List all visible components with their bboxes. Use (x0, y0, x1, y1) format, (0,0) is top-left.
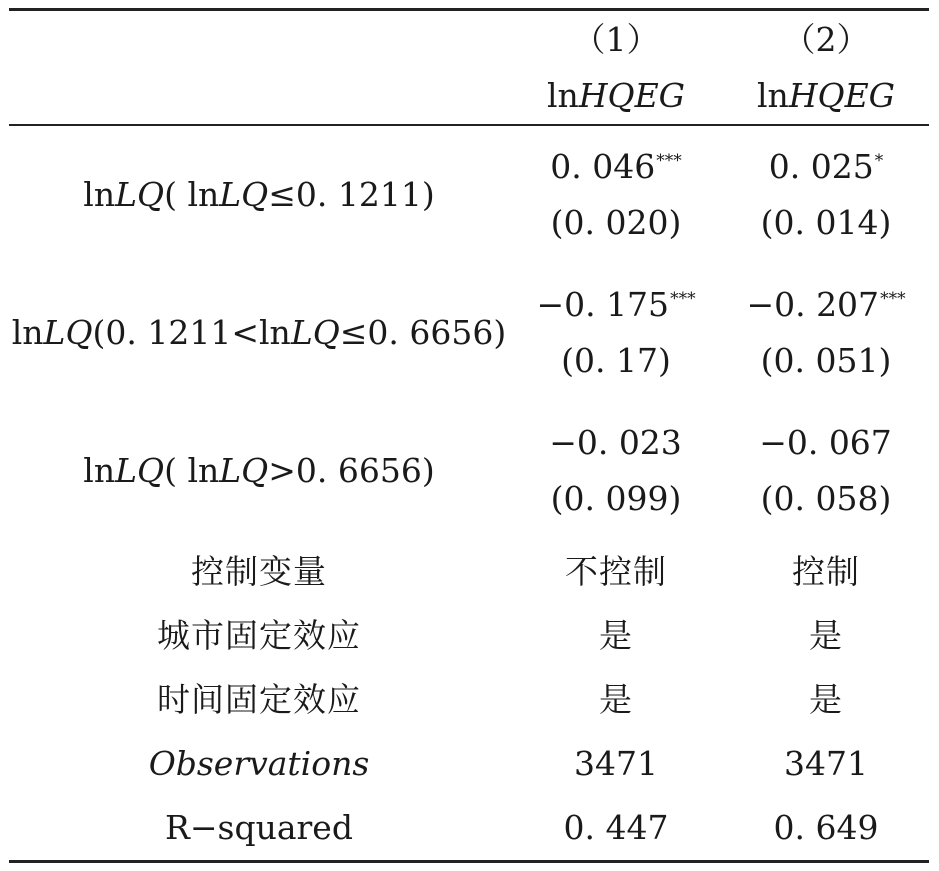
coef-cell (509, 423, 723, 519)
coef-value: −0. 207 (746, 285, 880, 324)
coef-cell (723, 147, 929, 243)
row-value: 3471 (574, 744, 658, 783)
coef-cell (509, 285, 723, 381)
row-label: lnLQ(0. 1211<lnLQ≤0. 6656) (11, 313, 507, 352)
city-fe-row (9, 604, 929, 668)
coef-value: 0. 046 (550, 147, 656, 186)
coef-cell (723, 285, 929, 381)
coef-row-low (9, 126, 929, 264)
std-error: (0. 051) (760, 341, 892, 380)
col-1-depvar: lnHQEG (546, 75, 686, 115)
col-2-depvar: lnHQEG (756, 75, 896, 115)
coef-cell (723, 423, 929, 519)
std-error: (0. 17) (561, 341, 671, 380)
significance-stars: *** (880, 289, 906, 309)
coef-cell (509, 147, 723, 243)
header-col-2 (723, 20, 929, 116)
significance-stars: *** (670, 289, 696, 309)
coef-row-mid (9, 264, 929, 402)
row-value: 是 (599, 616, 633, 655)
std-error: (0. 014) (760, 203, 892, 242)
row-value: 是 (809, 616, 843, 655)
row-value: 3471 (784, 744, 868, 783)
row-label: lnLQ( lnLQ≤0. 1211) (83, 175, 435, 214)
row-label: 城市固定效应 (157, 616, 361, 655)
row-value: 控制 (792, 552, 860, 591)
coef-value: −0. 023 (549, 423, 682, 462)
row-label: R−squared (165, 808, 353, 847)
row-label: 控制变量 (191, 552, 327, 591)
coef-value: −0. 067 (759, 423, 892, 462)
controls-row (9, 540, 929, 604)
header-row (9, 11, 929, 124)
time-fe-row (9, 668, 929, 732)
std-error: (0. 058) (760, 479, 892, 518)
row-label: lnLQ( lnLQ>0. 6656) (83, 451, 435, 490)
row-value: 不控制 (565, 552, 667, 591)
std-error: (0. 020) (550, 203, 682, 242)
row-label: Observations (148, 744, 370, 783)
coef-value: −0. 175 (536, 285, 670, 324)
row-value: 0. 447 (563, 808, 669, 847)
coef-value: 0. 025 (768, 147, 874, 186)
bottom-rule (9, 860, 929, 863)
significance-stars: * (874, 151, 884, 171)
col-1-number: （1） (572, 19, 660, 59)
coef-row-high (9, 402, 929, 540)
row-value: 是 (599, 680, 633, 719)
std-error: (0. 099) (550, 479, 682, 518)
row-value: 是 (809, 680, 843, 719)
observations-row (9, 732, 929, 796)
col-2-number: （2） (782, 19, 870, 59)
regression-table (9, 8, 929, 863)
r-squared-row (9, 796, 929, 860)
header-col-1 (509, 20, 723, 116)
row-label: 时间固定效应 (157, 680, 361, 719)
significance-stars: *** (656, 151, 682, 171)
row-value: 0. 649 (773, 808, 879, 847)
